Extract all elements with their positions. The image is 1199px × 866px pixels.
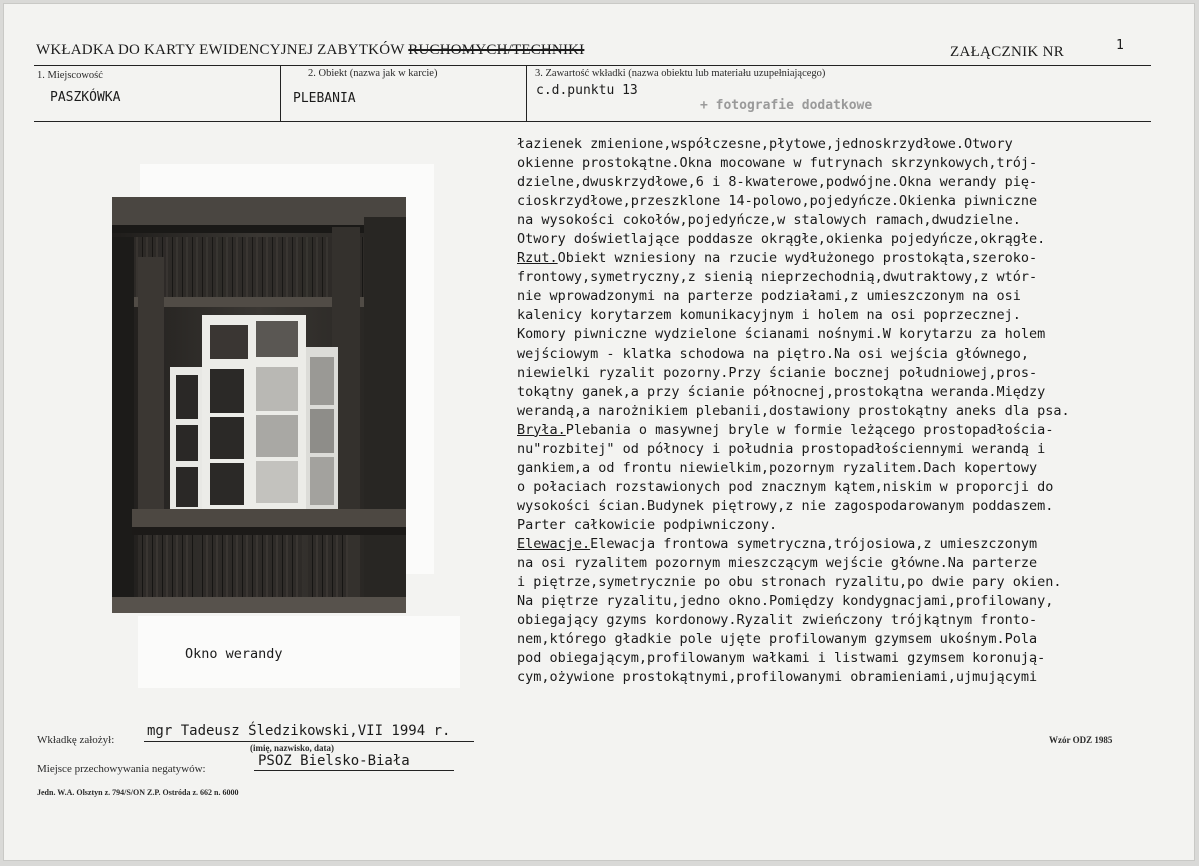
text-line: obiegający gzyms kordonowy.Ryzalit zwieńczony trójkątnym fronto- [517, 612, 1038, 629]
locality-value: PASZKÓWKA [50, 90, 121, 105]
attachment-label: ZAŁĄCZNIK NR [950, 44, 1065, 60]
text-line: nem,którego gładkie pole ujęte profilowanym gzymsem ukośnym.Pola [517, 631, 1038, 648]
author-label: Wkładkę założył: [37, 734, 115, 746]
negatives-value: PSOZ Bielsko-Biała [258, 753, 410, 769]
locality-label: 1. Miejscowość [37, 70, 103, 81]
field-divider-1 [280, 66, 281, 121]
description-text [517, 135, 1187, 687]
author-value: mgr Tadeusz Śledzikowski,VII 1994 r. [147, 723, 451, 739]
form-title-struck: RUCHOMYCH/TECHNIKI [408, 42, 585, 58]
section-heading: Bryła. [517, 421, 566, 438]
text-line: dzielne,dwuskrzydłowe,6 i 8-kwaterowe,podwójne.Okna werandy pię- [517, 174, 1038, 191]
header-rule-top [34, 65, 1151, 66]
photo-caption: Okno werandy [185, 646, 283, 662]
photo-image [112, 197, 406, 613]
text-line: kalenicy korytarzem komunikacyjnym i holem na osi poprzecznej. [517, 307, 1021, 324]
text-line: cym,ożywione prostokątnymi,profilowanymi obramieniami,ujmującymi [517, 669, 1038, 686]
header-rule-bottom [34, 121, 1151, 122]
form-title [36, 42, 584, 59]
text-line: nie wprowadzonymi na parterze podziałami,z umieszczonym na osi [517, 288, 1021, 305]
text-line: Rzut.Obiekt wzniesiony na rzucie wydłużonego prostokąta,szeroko- [517, 250, 1038, 267]
text-line: cioskrzydłowe,przeszklone 14-polowo,pojedyńcze.Okienka piwniczne [517, 193, 1038, 210]
text-line: Na piętrze ryzalitu,jedno okno.Pomiędzy kondygnacjami,profilowany, [517, 593, 1054, 610]
print-info: Jedn. W.A. Olsztyn z. 794/S/ON Z.P. Ostróda z. 662 n. 6000 [37, 788, 239, 797]
negatives-label: Miejsce przechowywania negatywów: [37, 763, 206, 775]
content-note: + fotografie dodatkowe [700, 98, 873, 113]
text-line: Parter całkowicie podpiwniczony. [517, 516, 778, 533]
text-line: okienne prostokątne.Okna mocowane w futrynach skrzynkowych,trój- [517, 155, 1038, 172]
object-value: PLEBANIA [293, 91, 356, 106]
section-heading: Rzut. [517, 250, 558, 267]
text-line: frontowy,symetryczny,z sienią nieprzechodnią,dwutraktowy,z wtór- [517, 269, 1038, 286]
veranda-window-photo [112, 197, 406, 613]
text-line: gankiem,a od frontu niewielkim,pozornym ryzalitem.Dach kopertowy [517, 459, 1038, 476]
text-line: pod obiegającym,profilowanym wałkami i listwami gzymsem koronują- [517, 650, 1046, 667]
text-line: na wysokości cokołów,pojedyńcze,w stalowych ramach,dwudzielne. [517, 212, 1021, 229]
text-line: Komory piwniczne wydzielone ścianami nośnymi.W korytarzu za holem [517, 326, 1046, 343]
form-code: Wzór ODZ 1985 [1049, 735, 1113, 745]
text-line: werandą,a narożnikiem plebanii,dostawiony prostokątny aneks dla psa. [517, 402, 1070, 419]
text-line: o połaciach rozstawionych pod znacznym kątem,niskim w proporcji do [517, 478, 1054, 495]
text-line: nu"rozbitej" od północy i południa prostopadłościennymi werandą i [517, 440, 1046, 457]
text-line: na osi ryzalitem pozornym mieszczącym wejście główne.Na parterze [517, 555, 1038, 572]
content-value: c.d.punktu 13 [536, 83, 638, 98]
text-line: i piętrze,symetrycznie po obu stronach ryzalitu,po dwie pary okien. [517, 574, 1062, 591]
negatives-underline [254, 770, 454, 771]
text-line: Bryła.Plebania o masywnej bryle w formie leżącego prostopadłościa- [517, 421, 1054, 438]
text-line: łazienek zmienione,współczesne,płytowe,jednoskrzydłowe.Otwory [517, 136, 1013, 152]
author-hint: (imię, nazwisko, data) [250, 743, 334, 753]
text-line: niewielki ryzalit pozorny.Przy ścianie bocznej południowej,pros- [517, 364, 1038, 381]
text-line: Elewacje.Elewacja frontowa symetryczna,trójosiowa,z umieszczonym [517, 535, 1038, 552]
section-heading: Elewacje. [517, 535, 591, 552]
author-underline [144, 741, 474, 742]
record-sheet [3, 3, 1195, 861]
attachment-number: 1 [1116, 38, 1124, 53]
form-title-prefix: WKŁADKA DO KARTY EWIDENCYJNEJ ZABYTKÓW [36, 42, 405, 58]
object-label: 2. Obiekt (nazwa jak w karcie) [308, 68, 438, 79]
content-label: 3. Zawartość wkładki (nazwa obiektu lub materiału uzupełniającego) [535, 68, 826, 79]
text-line: Otwory doświetlające poddasze okrągłe,okienka pojedyńcze,okrągłe. [517, 231, 1046, 248]
text-line: wysokości ścian.Budynek piętrowy,z nie zagospodarowanym poddaszem. [517, 497, 1054, 514]
field-divider-2 [526, 66, 527, 121]
text-line: wejściowym - klatka schodowa na piętro.Na osi wejścia głównego, [517, 345, 1030, 362]
text-line: tokątny ganek,a przy ścianie północnej,prostokątna weranda.Między [517, 383, 1046, 400]
